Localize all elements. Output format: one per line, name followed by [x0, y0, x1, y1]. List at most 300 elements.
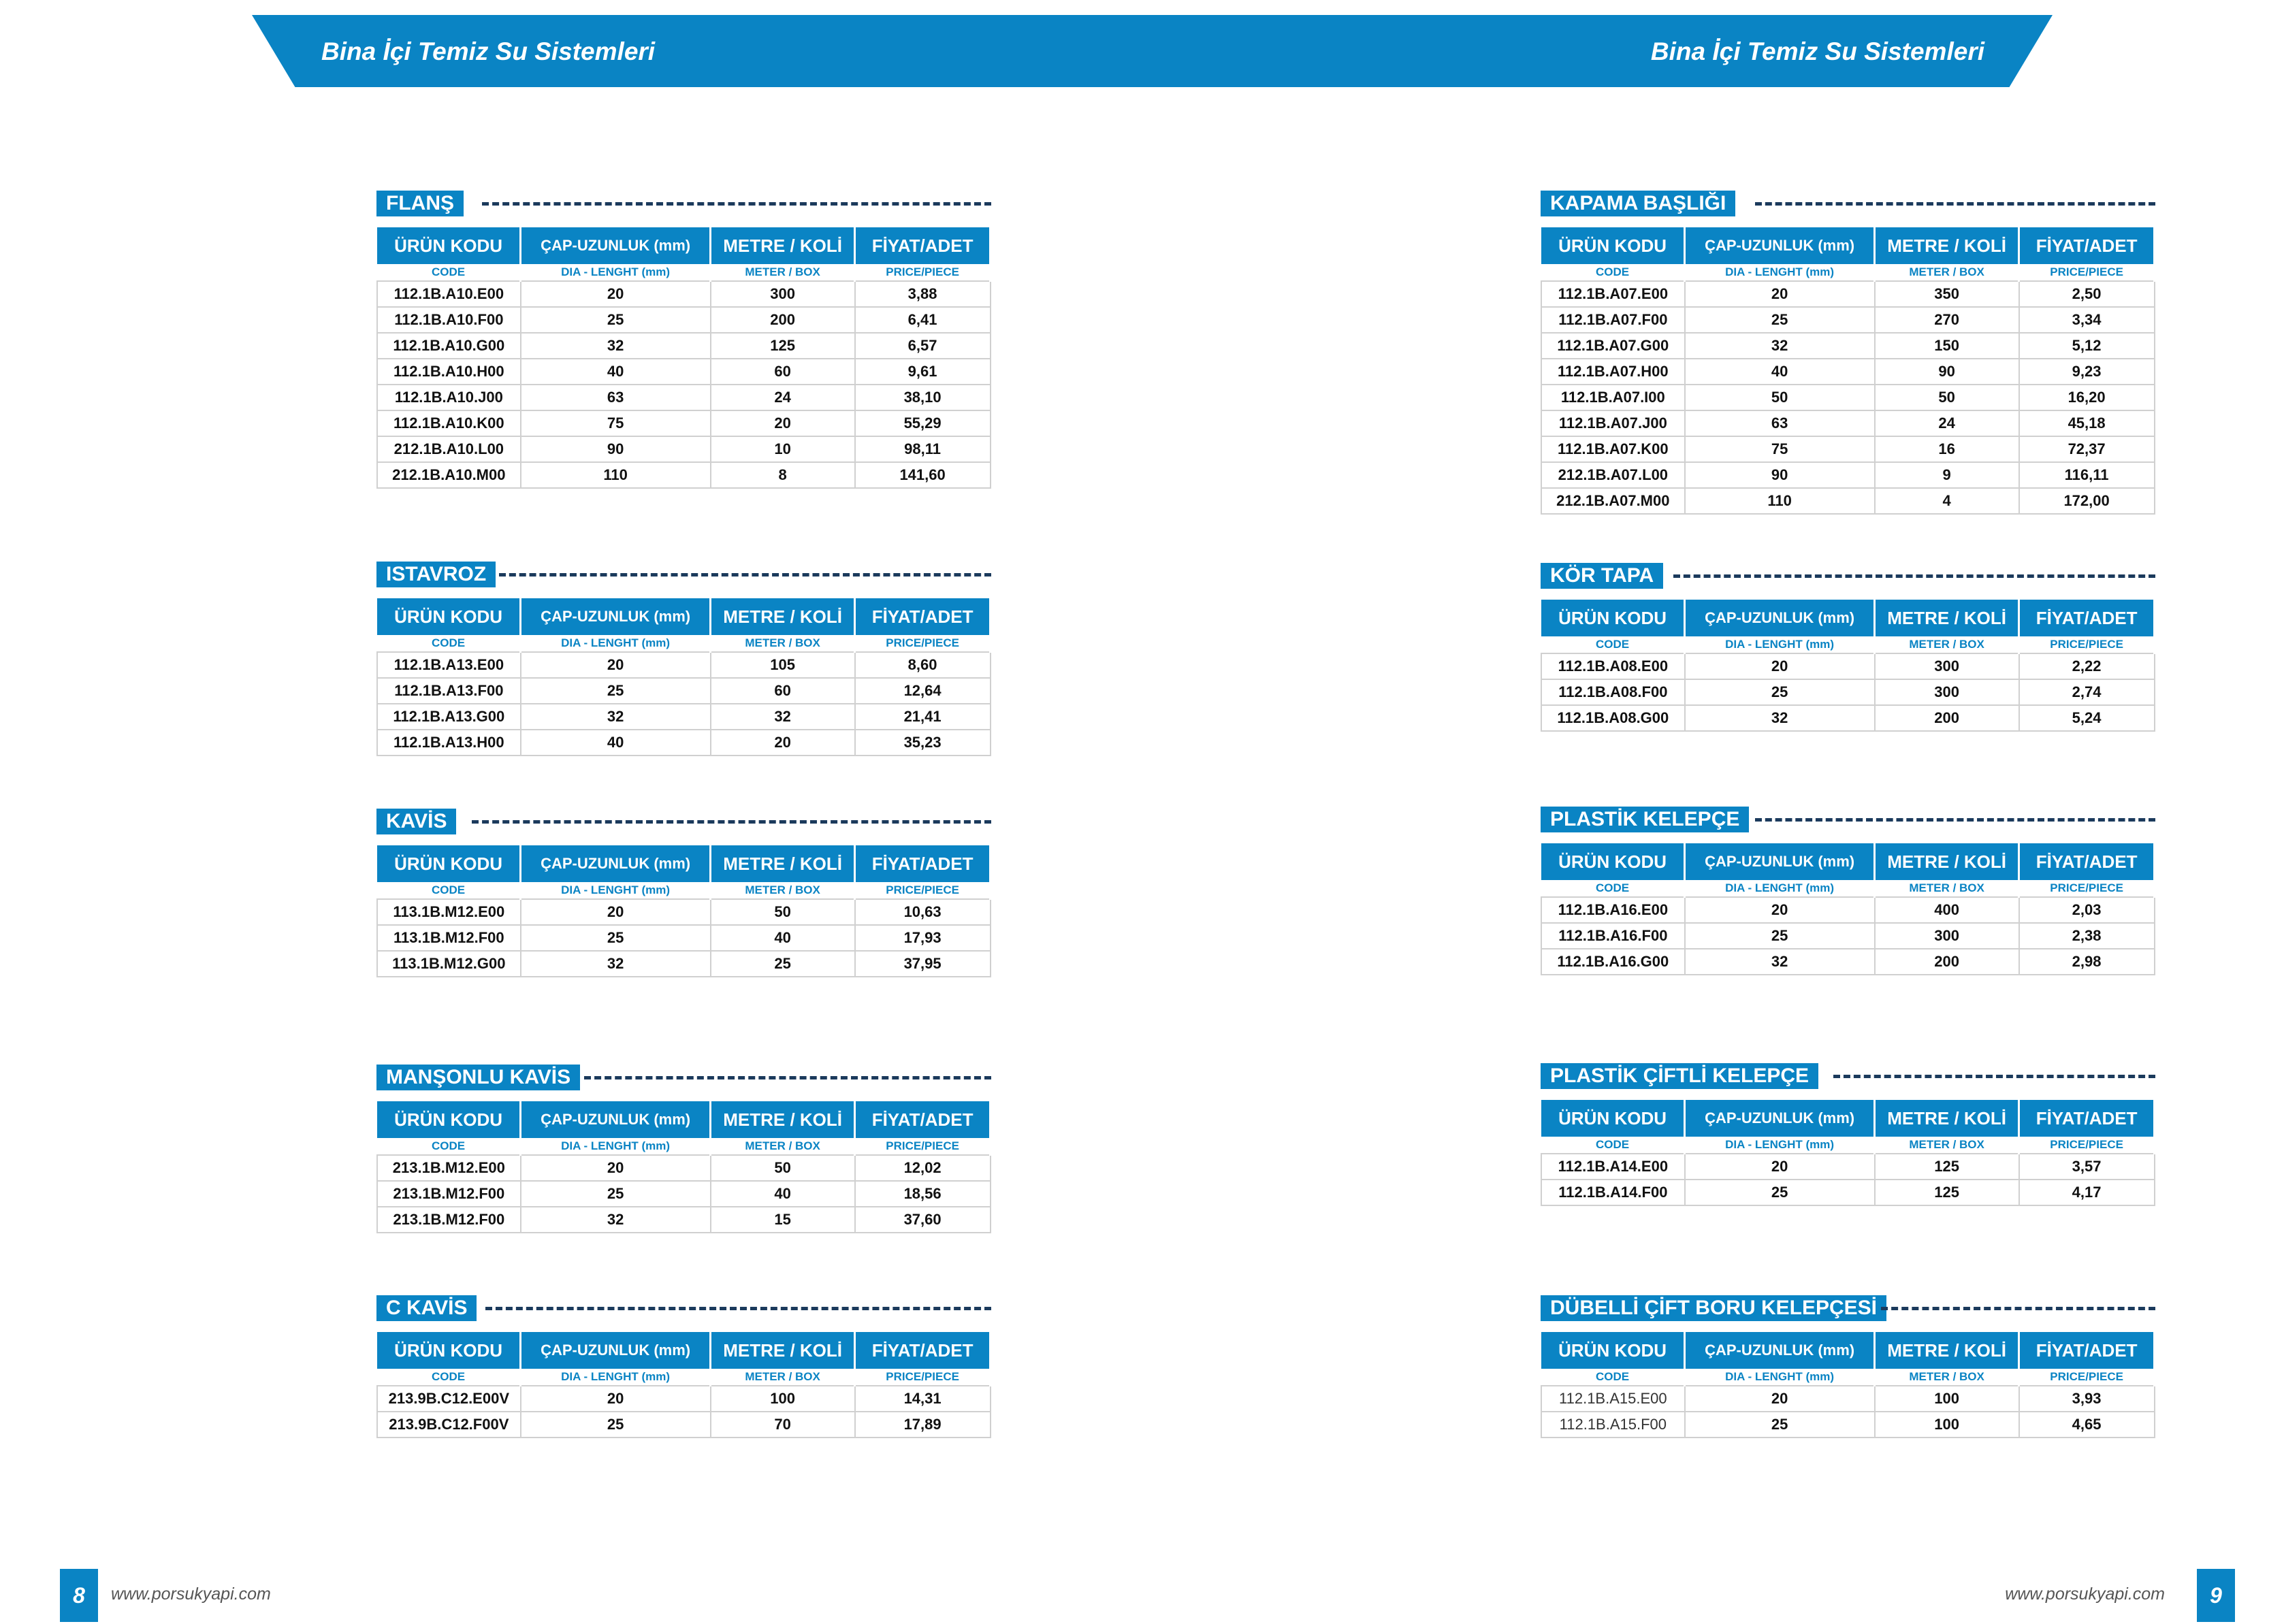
table-row: [1541, 653, 2155, 679]
column-header-dia: ÇAP-UZUNLUK (mm): [1685, 1100, 1875, 1137]
product-section: [1541, 563, 2155, 732]
cell-meter: 40: [711, 925, 855, 951]
table-row: [1541, 679, 2155, 705]
cell-code: 112.1B.A10.H00: [377, 359, 521, 385]
column-header-meter: METRE / KOLİ: [711, 1332, 855, 1369]
cell-dia: 32: [521, 951, 711, 977]
column-subheader-meter: METER / BOX: [711, 1369, 855, 1386]
table-row: [377, 951, 991, 977]
table-row: [1541, 897, 2155, 923]
cell-price: 12,64: [855, 678, 991, 704]
cell-meter: 20: [711, 730, 855, 756]
cell-dia: 40: [521, 359, 711, 385]
table-row: [377, 678, 991, 704]
section-header: [376, 1295, 991, 1322]
cell-code: 112.1B.A15.F00: [1541, 1412, 1685, 1438]
product-section: [1541, 1295, 2155, 1438]
column-subheader-code: CODE: [377, 635, 521, 652]
column-subheader-dia: DIA - LENGHT (mm): [1685, 880, 1875, 897]
cell-code: 112.1B.A07.I00: [1541, 385, 1685, 410]
section-header: [1541, 807, 2155, 834]
table-row: [377, 307, 991, 333]
cell-dia: 25: [1685, 679, 1875, 705]
table-row: [1541, 385, 2155, 410]
cell-dia: 25: [521, 307, 711, 333]
column-header-meter: METRE / KOLİ: [1875, 600, 2019, 636]
left-page-number: 8: [60, 1569, 98, 1622]
cell-dia: 25: [1685, 307, 1875, 333]
column-header-code: ÜRÜN KODU: [377, 845, 521, 882]
cell-code: 113.1B.M12.G00: [377, 951, 521, 977]
cell-code: 112.1B.A13.H00: [377, 730, 521, 756]
product-table: [376, 1101, 991, 1233]
table-row: [377, 359, 991, 385]
cell-dia: 20: [521, 652, 711, 678]
column-subheader-code: CODE: [1541, 636, 1685, 653]
cell-meter: 270: [1875, 307, 2019, 333]
section-header: [376, 1065, 991, 1092]
column-subheader-meter: METER / BOX: [711, 1138, 855, 1155]
cell-dia: 25: [521, 1181, 711, 1207]
cell-meter: 50: [1875, 385, 2019, 410]
section-title: PLASTİK ÇİFTLİ KELEPÇE: [1541, 1063, 1818, 1089]
cell-meter: 300: [1875, 679, 2019, 705]
column-subheader-code: CODE: [377, 264, 521, 281]
column-subheader-dia: DIA - LENGHT (mm): [521, 1138, 711, 1155]
column-subheader-meter: METER / BOX: [1875, 880, 2019, 897]
cell-code: 112.1B.A07.H00: [1541, 359, 1685, 385]
column-subheader-code: CODE: [1541, 1137, 1685, 1154]
cell-price: 3,34: [2019, 307, 2155, 333]
table-row: [1541, 705, 2155, 731]
cell-meter: 40: [711, 1181, 855, 1207]
cell-price: 2,03: [2019, 897, 2155, 923]
product-section: [1541, 1063, 2155, 1206]
table-row: [377, 1181, 991, 1207]
cell-meter: 105: [711, 652, 855, 678]
column-header-code: ÜRÜN KODU: [377, 1332, 521, 1369]
cell-price: 45,18: [2019, 410, 2155, 436]
cell-meter: 100: [1875, 1386, 2019, 1412]
cell-code: 213.1B.M12.F00: [377, 1181, 521, 1207]
section-dashed-divider: [1755, 202, 2155, 206]
section-header: [1541, 563, 2155, 590]
column-header-code: ÜRÜN KODU: [1541, 843, 1685, 880]
product-table: [376, 845, 991, 977]
left-header-title: Bina İçi Temiz Su Sistemleri: [321, 37, 656, 65]
cell-code: 113.1B.M12.E00: [377, 899, 521, 925]
column-subheader-price: PRICE/PIECE: [855, 882, 991, 899]
column-subheader-meter: METER / BOX: [1875, 636, 2019, 653]
product-table: [1541, 843, 2155, 975]
table-row: [377, 925, 991, 951]
cell-code: 112.1B.A10.E00: [377, 281, 521, 307]
cell-meter: 70: [711, 1412, 855, 1438]
section-header: [1541, 1063, 2155, 1090]
column-header-meter: METRE / KOLİ: [1875, 1100, 2019, 1137]
table-row: [1541, 281, 2155, 307]
cell-meter: 300: [1875, 923, 2019, 949]
column-header-meter: METRE / KOLİ: [1875, 1332, 2019, 1369]
cell-meter: 32: [711, 704, 855, 730]
cell-meter: 90: [1875, 359, 2019, 385]
cell-dia: 25: [521, 925, 711, 951]
cell-dia: 40: [1685, 359, 1875, 385]
cell-dia: 90: [1685, 462, 1875, 488]
column-subheader-dia: DIA - LENGHT (mm): [521, 1369, 711, 1386]
column-subheader-code: CODE: [377, 882, 521, 899]
right-footer-url[interactable]: www.porsukyapi.com: [2005, 1585, 2165, 1604]
table-row: [1541, 923, 2155, 949]
section-header: [376, 809, 991, 836]
cell-price: 12,02: [855, 1155, 991, 1181]
section-title: PLASTİK KELEPÇE: [1541, 807, 1749, 832]
column-subheader-meter: METER / BOX: [711, 264, 855, 281]
product-table: [376, 1332, 991, 1438]
cell-meter: 300: [1875, 653, 2019, 679]
cell-price: 18,56: [855, 1181, 991, 1207]
cell-meter: 16: [1875, 436, 2019, 462]
cell-code: 112.1B.A08.G00: [1541, 705, 1685, 731]
column-header-dia: ÇAP-UZUNLUK (mm): [521, 227, 711, 264]
column-header-price: FİYAT/ADET: [2019, 843, 2155, 880]
cell-price: 3,93: [2019, 1386, 2155, 1412]
cell-meter: 350: [1875, 281, 2019, 307]
table-row: [1541, 436, 2155, 462]
column-subheader-dia: DIA - LENGHT (mm): [1685, 636, 1875, 653]
table-row: [377, 704, 991, 730]
section-title: KÖR TAPA: [1541, 563, 1663, 589]
cell-code: 212.1B.A07.M00: [1541, 488, 1685, 514]
section-dashed-divider: [584, 1076, 991, 1079]
cell-code: 213.9B.C12.F00V: [377, 1412, 521, 1438]
product-section: [376, 1295, 991, 1438]
product-section: [376, 562, 991, 756]
table-row: [377, 1386, 991, 1412]
cell-dia: 25: [521, 1412, 711, 1438]
cell-price: 141,60: [855, 462, 991, 488]
column-header-price: FİYAT/ADET: [2019, 600, 2155, 636]
table-row: [1541, 333, 2155, 359]
cell-code: 112.1B.A16.G00: [1541, 949, 1685, 975]
table-row: [377, 410, 991, 436]
column-subheader-dia: DIA - LENGHT (mm): [521, 635, 711, 652]
cell-code: 212.1B.A07.L00: [1541, 462, 1685, 488]
section-dashed-divider: [499, 573, 991, 576]
cell-meter: 20: [711, 410, 855, 436]
column-header-dia: ÇAP-UZUNLUK (mm): [521, 1101, 711, 1138]
product-section: [1541, 807, 2155, 975]
table-row: [1541, 1412, 2155, 1438]
column-subheader-meter: METER / BOX: [1875, 1369, 2019, 1386]
cell-price: 98,11: [855, 436, 991, 462]
column-header-dia: ÇAP-UZUNLUK (mm): [521, 1332, 711, 1369]
cell-meter: 150: [1875, 333, 2019, 359]
cell-dia: 32: [1685, 949, 1875, 975]
column-header-code: ÜRÜN KODU: [1541, 600, 1685, 636]
cell-dia: 32: [521, 333, 711, 359]
table-row: [1541, 410, 2155, 436]
column-subheader-meter: METER / BOX: [711, 635, 855, 652]
cell-meter: 300: [711, 281, 855, 307]
cell-dia: 110: [1685, 488, 1875, 514]
column-subheader-dia: DIA - LENGHT (mm): [1685, 1369, 1875, 1386]
column-subheader-meter: METER / BOX: [1875, 1137, 2019, 1154]
column-header-dia: ÇAP-UZUNLUK (mm): [1685, 600, 1875, 636]
column-header-meter: METRE / KOLİ: [711, 845, 855, 882]
product-table: [376, 227, 991, 489]
left-footer-url[interactable]: www.porsukyapi.com: [111, 1585, 271, 1604]
cell-code: 213.9B.C12.E00V: [377, 1386, 521, 1412]
cell-price: 72,37: [2019, 436, 2155, 462]
product-table: [1541, 1100, 2155, 1206]
column-header-price: FİYAT/ADET: [2019, 1332, 2155, 1369]
cell-dia: 25: [1685, 923, 1875, 949]
column-subheader-meter: METER / BOX: [711, 882, 855, 899]
column-header-meter: METRE / KOLİ: [1875, 227, 2019, 264]
product-section: [376, 809, 991, 977]
column-subheader-code: CODE: [377, 1138, 521, 1155]
table-row: [1541, 949, 2155, 975]
cell-price: 38,10: [855, 385, 991, 410]
cell-price: 2,22: [2019, 653, 2155, 679]
cell-meter: 60: [711, 678, 855, 704]
table-row: [1541, 462, 2155, 488]
cell-dia: 50: [1685, 385, 1875, 410]
cell-meter: 125: [711, 333, 855, 359]
section-header: [1541, 191, 2155, 218]
cell-code: 112.1B.A14.F00: [1541, 1180, 1685, 1205]
table-row: [377, 462, 991, 488]
column-subheader-price: PRICE/PIECE: [2019, 1369, 2155, 1386]
cell-meter: 200: [1875, 705, 2019, 731]
cell-code: 113.1B.M12.F00: [377, 925, 521, 951]
cell-price: 2,50: [2019, 281, 2155, 307]
column-header-dia: ÇAP-UZUNLUK (mm): [1685, 227, 1875, 264]
column-header-code: ÜRÜN KODU: [377, 1101, 521, 1138]
section-dashed-divider: [1833, 1075, 2155, 1078]
section-title: MANŞONLU KAVİS: [376, 1065, 580, 1090]
cell-dia: 63: [521, 385, 711, 410]
column-subheader-code: CODE: [377, 1369, 521, 1386]
cell-price: 9,61: [855, 359, 991, 385]
product-section: [1541, 191, 2155, 515]
column-header-dia: ÇAP-UZUNLUK (mm): [521, 598, 711, 635]
cell-meter: 200: [1875, 949, 2019, 975]
cell-price: 21,41: [855, 704, 991, 730]
section-title: KAVİS: [376, 809, 456, 834]
section-dashed-divider: [482, 202, 991, 206]
table-row: [377, 1155, 991, 1181]
section-title: ISTAVROZ: [376, 562, 496, 587]
table-row: [1541, 1386, 2155, 1412]
section-dashed-divider: [1673, 574, 2155, 578]
section-title: C KAVİS: [376, 1295, 477, 1321]
column-header-meter: METRE / KOLİ: [711, 598, 855, 635]
cell-code: 112.1B.A07.K00: [1541, 436, 1685, 462]
cell-code: 112.1B.A08.E00: [1541, 653, 1685, 679]
cell-price: 5,12: [2019, 333, 2155, 359]
column-header-meter: METRE / KOLİ: [1875, 843, 2019, 880]
cell-code: 112.1B.A10.G00: [377, 333, 521, 359]
column-subheader-code: CODE: [1541, 264, 1685, 281]
cell-code: 213.1B.M12.E00: [377, 1155, 521, 1181]
section-dashed-divider: [1881, 1307, 2155, 1310]
column-header-price: FİYAT/ADET: [855, 1101, 991, 1138]
table-row: [1541, 488, 2155, 514]
column-header-code: ÜRÜN KODU: [1541, 227, 1685, 264]
section-title: KAPAMA BAŞLIĞI: [1541, 191, 1735, 216]
cell-code: 112.1B.A10.K00: [377, 410, 521, 436]
column-subheader-price: PRICE/PIECE: [2019, 880, 2155, 897]
cell-price: 55,29: [855, 410, 991, 436]
table-row: [377, 1207, 991, 1233]
cell-price: 6,57: [855, 333, 991, 359]
cell-code: 213.1B.M12.F00: [377, 1207, 521, 1233]
cell-price: 3,57: [2019, 1154, 2155, 1180]
column-subheader-dia: DIA - LENGHT (mm): [1685, 264, 1875, 281]
cell-dia: 25: [1685, 1180, 1875, 1205]
cell-meter: 25: [711, 951, 855, 977]
column-header-price: FİYAT/ADET: [2019, 227, 2155, 264]
column-header-meter: METRE / KOLİ: [711, 227, 855, 264]
column-subheader-price: PRICE/PIECE: [2019, 1137, 2155, 1154]
cell-meter: 24: [1875, 410, 2019, 436]
cell-code: 212.1B.A10.L00: [377, 436, 521, 462]
table-row: [377, 281, 991, 307]
table-row: [377, 436, 991, 462]
cell-dia: 32: [1685, 705, 1875, 731]
cell-dia: 20: [1685, 1386, 1875, 1412]
cell-dia: 20: [1685, 653, 1875, 679]
cell-dia: 20: [1685, 1154, 1875, 1180]
column-header-price: FİYAT/ADET: [855, 1332, 991, 1369]
cell-meter: 50: [711, 899, 855, 925]
cell-dia: 32: [521, 704, 711, 730]
cell-meter: 400: [1875, 897, 2019, 923]
cell-code: 112.1B.A16.F00: [1541, 923, 1685, 949]
cell-code: 112.1B.A14.E00: [1541, 1154, 1685, 1180]
cell-code: 112.1B.A10.F00: [377, 307, 521, 333]
cell-price: 2,38: [2019, 923, 2155, 949]
cell-price: 17,89: [855, 1412, 991, 1438]
cell-dia: 63: [1685, 410, 1875, 436]
product-table: [1541, 227, 2155, 515]
column-header-price: FİYAT/ADET: [855, 598, 991, 635]
cell-code: 112.1B.A08.F00: [1541, 679, 1685, 705]
cell-dia: 20: [521, 281, 711, 307]
cell-meter: 60: [711, 359, 855, 385]
table-row: [377, 333, 991, 359]
column-subheader-price: PRICE/PIECE: [2019, 264, 2155, 281]
product-section: [376, 1065, 991, 1233]
cell-meter: 50: [711, 1155, 855, 1181]
cell-price: 116,11: [2019, 462, 2155, 488]
cell-price: 6,41: [855, 307, 991, 333]
cell-price: 9,23: [2019, 359, 2155, 385]
table-row: [377, 1412, 991, 1438]
column-header-price: FİYAT/ADET: [855, 227, 991, 264]
cell-code: 112.1B.A13.F00: [377, 678, 521, 704]
cell-dia: 110: [521, 462, 711, 488]
right-header-title: Bina İçi Temiz Su Sistemleri: [1650, 37, 1984, 65]
cell-meter: 100: [711, 1386, 855, 1412]
cell-price: 172,00: [2019, 488, 2155, 514]
cell-code: 112.1B.A13.E00: [377, 652, 521, 678]
column-header-code: ÜRÜN KODU: [377, 227, 521, 264]
column-subheader-code: CODE: [1541, 1369, 1685, 1386]
table-row: [377, 730, 991, 756]
section-header: [1541, 1295, 2155, 1322]
cell-meter: 8: [711, 462, 855, 488]
column-header-code: ÜRÜN KODU: [1541, 1100, 1685, 1137]
cell-price: 14,31: [855, 1386, 991, 1412]
cell-price: 10,63: [855, 899, 991, 925]
cell-price: 8,60: [855, 652, 991, 678]
section-dashed-divider: [485, 1307, 991, 1310]
cell-code: 112.1B.A07.J00: [1541, 410, 1685, 436]
cell-meter: 4: [1875, 488, 2019, 514]
cell-price: 37,95: [855, 951, 991, 977]
section-dashed-divider: [472, 820, 991, 824]
column-header-dia: ÇAP-UZUNLUK (mm): [521, 845, 711, 882]
cell-dia: 20: [521, 1386, 711, 1412]
cell-price: 2,98: [2019, 949, 2155, 975]
cell-meter: 100: [1875, 1412, 2019, 1438]
cell-code: 112.1B.A10.J00: [377, 385, 521, 410]
table-row: [377, 652, 991, 678]
cell-code: 112.1B.A07.E00: [1541, 281, 1685, 307]
cell-meter: 15: [711, 1207, 855, 1233]
cell-code: 112.1B.A15.E00: [1541, 1386, 1685, 1412]
cell-price: 2,74: [2019, 679, 2155, 705]
section-header: [376, 191, 991, 218]
cell-dia: 20: [521, 899, 711, 925]
section-title: FLANŞ: [376, 191, 464, 216]
table-row: [377, 385, 991, 410]
section-header: [376, 562, 991, 589]
column-subheader-dia: DIA - LENGHT (mm): [521, 882, 711, 899]
cell-dia: 20: [521, 1155, 711, 1181]
cell-price: 17,93: [855, 925, 991, 951]
column-header-price: FİYAT/ADET: [855, 845, 991, 882]
column-header-code: ÜRÜN KODU: [377, 598, 521, 635]
table-row: [1541, 1180, 2155, 1205]
cell-dia: 75: [1685, 436, 1875, 462]
cell-dia: 20: [1685, 897, 1875, 923]
cell-price: 35,23: [855, 730, 991, 756]
cell-dia: 25: [521, 678, 711, 704]
cell-price: 4,17: [2019, 1180, 2155, 1205]
column-header-code: ÜRÜN KODU: [1541, 1332, 1685, 1369]
cell-code: 112.1B.A07.F00: [1541, 307, 1685, 333]
cell-dia: 90: [521, 436, 711, 462]
product-section: [376, 191, 991, 489]
right-page-number: 9: [2197, 1569, 2235, 1622]
column-subheader-meter: METER / BOX: [1875, 264, 2019, 281]
column-header-meter: METRE / KOLİ: [711, 1101, 855, 1138]
column-subheader-dia: DIA - LENGHT (mm): [521, 264, 711, 281]
cell-meter: 24: [711, 385, 855, 410]
cell-price: 5,24: [2019, 705, 2155, 731]
cell-code: 112.1B.A16.E00: [1541, 897, 1685, 923]
column-subheader-price: PRICE/PIECE: [855, 264, 991, 281]
column-subheader-price: PRICE/PIECE: [2019, 636, 2155, 653]
cell-price: 4,65: [2019, 1412, 2155, 1438]
cell-meter: 200: [711, 307, 855, 333]
column-header-dia: ÇAP-UZUNLUK (mm): [1685, 1332, 1875, 1369]
product-table: [1541, 1332, 2155, 1438]
